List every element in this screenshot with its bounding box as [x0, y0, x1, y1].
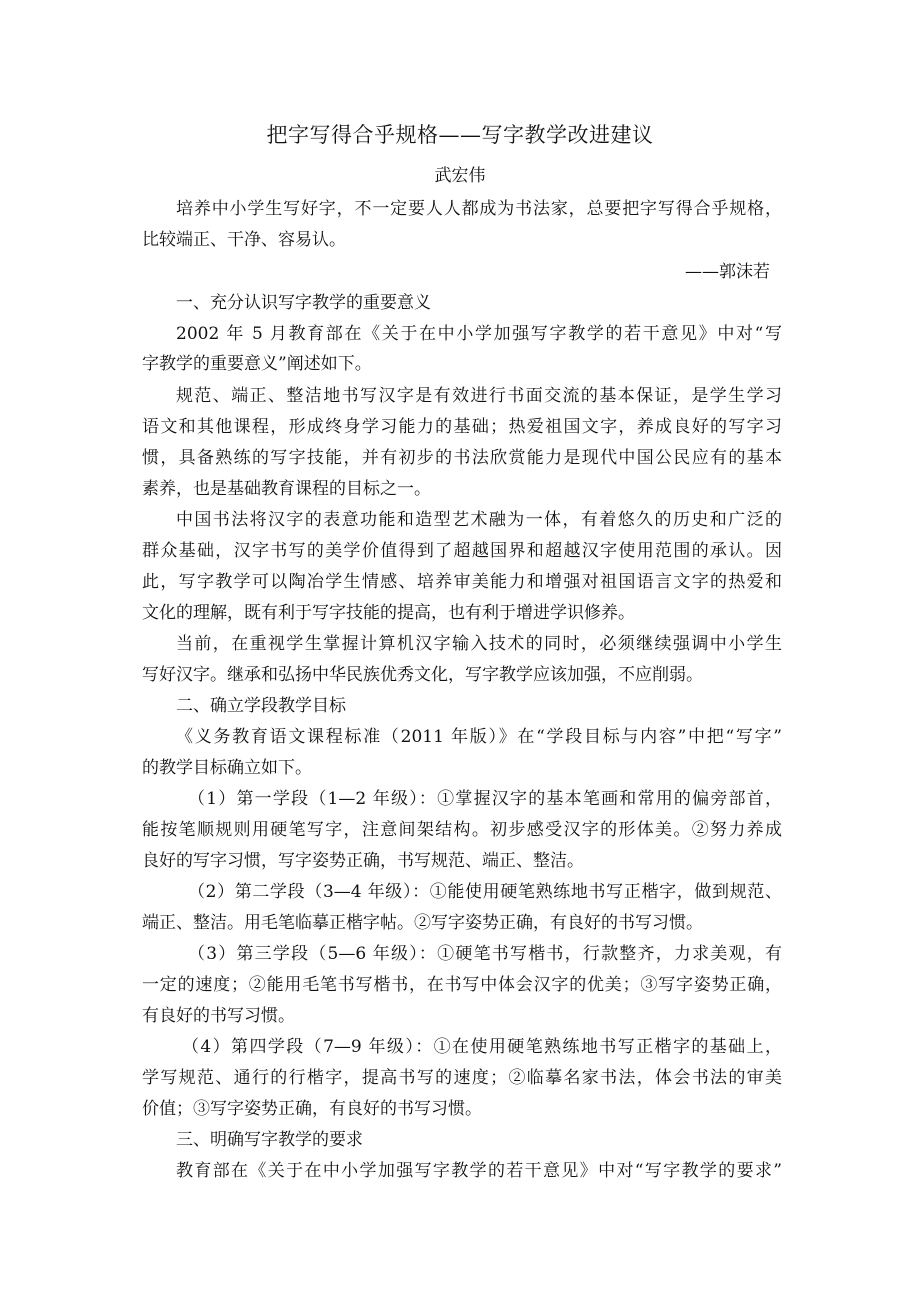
paragraph-line: 良好的写字习惯，写字姿势正确，书写规范、端正、整洁。 — [142, 851, 584, 871]
paragraph-line: 语文和其他课程，形成终身学习能力的基础；热爱祖国文字，养成良好的写字习 — [142, 417, 782, 437]
document-author: 武宏伟 — [434, 166, 486, 186]
paragraph-line: 学写规范、通行的行楷字，提高书写的速度；②临摹名家书法，体会书法的审美 — [142, 1068, 782, 1088]
paragraph-line: 惯，具备熟练的写字技能，并有初步的书法欣赏能力是现代中国公民应有的基本 — [142, 448, 782, 468]
paragraph-line: 能按笔顺规则用硬笔写字，注意间架结构。初步感受汉字的形体美。②努力养成 — [142, 820, 782, 840]
section-heading: 三、明确写字教学的要求 — [176, 1130, 363, 1150]
paragraph-line: 教育部在《关于在中小学加强写字教学的若干意见》中对“写字教学的要求” — [176, 1161, 782, 1181]
paragraph-line: 此，写字教学可以陶冶学生情感、培养审美能力和增强对祖国语言文字的热爱和 — [142, 572, 782, 592]
document-title: 把字写得合乎规格——写字教学改进建议 — [266, 123, 654, 147]
paragraph-line: 价值；③写字姿势正确，有良好的书写习惯。 — [142, 1099, 482, 1119]
section-heading: 二、确立学段教学目标 — [176, 696, 346, 716]
paragraph-line: 群众基础，汉字书写的美学价值得到了超越国界和超越汉字使用范围的承认。因 — [142, 541, 782, 561]
paragraph-line: 《义务教育语文课程标准（2011 年版）》在“学段目标与内容”中把“写字” — [176, 727, 782, 747]
paragraph-line: 当前，在重视学生掌握计算机汉字输入技术的同时，必须继续强调中小学生 — [176, 634, 782, 654]
paragraph-line: （2）第二学段（3—4 年级）：①能使用硬笔熟练地书写正楷字，做到规范、 — [188, 882, 782, 902]
section-heading: 一、充分认识写字教学的重要意义 — [176, 293, 431, 313]
epigraph-attribution: ——郭沫若 — [685, 262, 770, 282]
paragraph-line: 中国书法将汉字的表意功能和造型艺术融为一体，有着悠久的历史和广泛的 — [176, 510, 782, 530]
paragraph-line: （1）第一学段（1—2 年级）：①掌握汉字的基本笔画和常用的偏旁部首， — [188, 789, 782, 809]
paragraph-line: 一定的速度；②能用毛笔书写楷书，在书写中体会汉字的优美；③写字姿势正确， — [142, 975, 782, 995]
paragraph-line: 2002 年 5 月教育部在《关于在中小学加强写字教学的若干意见》中对“写 — [176, 324, 782, 344]
paragraph-line: 写好汉字。继承和弘扬中华民族优秀文化，写字教学应该加强，不应削弱。 — [142, 665, 703, 685]
epigraph-line: 比较端正、干净、容易认。 — [142, 230, 346, 250]
paragraph-line: 有良好的书写习惯。 — [142, 1006, 295, 1026]
epigraph-line: 培养中小学生写好字，不一定要人人都成为书法家，总要把字写得合乎规格， — [176, 199, 782, 219]
paragraph-line: 端正、整洁。用毛笔临摹正楷字帖。②写字姿势正确，有良好的书写习惯。 — [142, 913, 703, 933]
paragraph-line: （3）第三学段（5—6 年级）：①硬笔书写楷书，行款整齐，力求美观，有 — [188, 944, 782, 964]
paragraph-line: 字教学的重要意义”阐述如下。 — [142, 354, 372, 374]
paragraph-line: 规范、端正、整洁地书写汉字是有效进行书面交流的基本保证，是学生学习 — [176, 386, 782, 406]
paragraph-line: 文化的理解，既有利于写字技能的提高，也有利于增进学识修养。 — [142, 603, 635, 623]
paragraph-line: 的教学目标确立如下。 — [142, 758, 312, 778]
paragraph-line: 素养，也是基础教育课程的目标之一。 — [142, 479, 431, 499]
paragraph-line: （4）第四学段（7—9 年级）：①在使用硬笔熟练地书写正楷字的基础上， — [182, 1037, 782, 1057]
